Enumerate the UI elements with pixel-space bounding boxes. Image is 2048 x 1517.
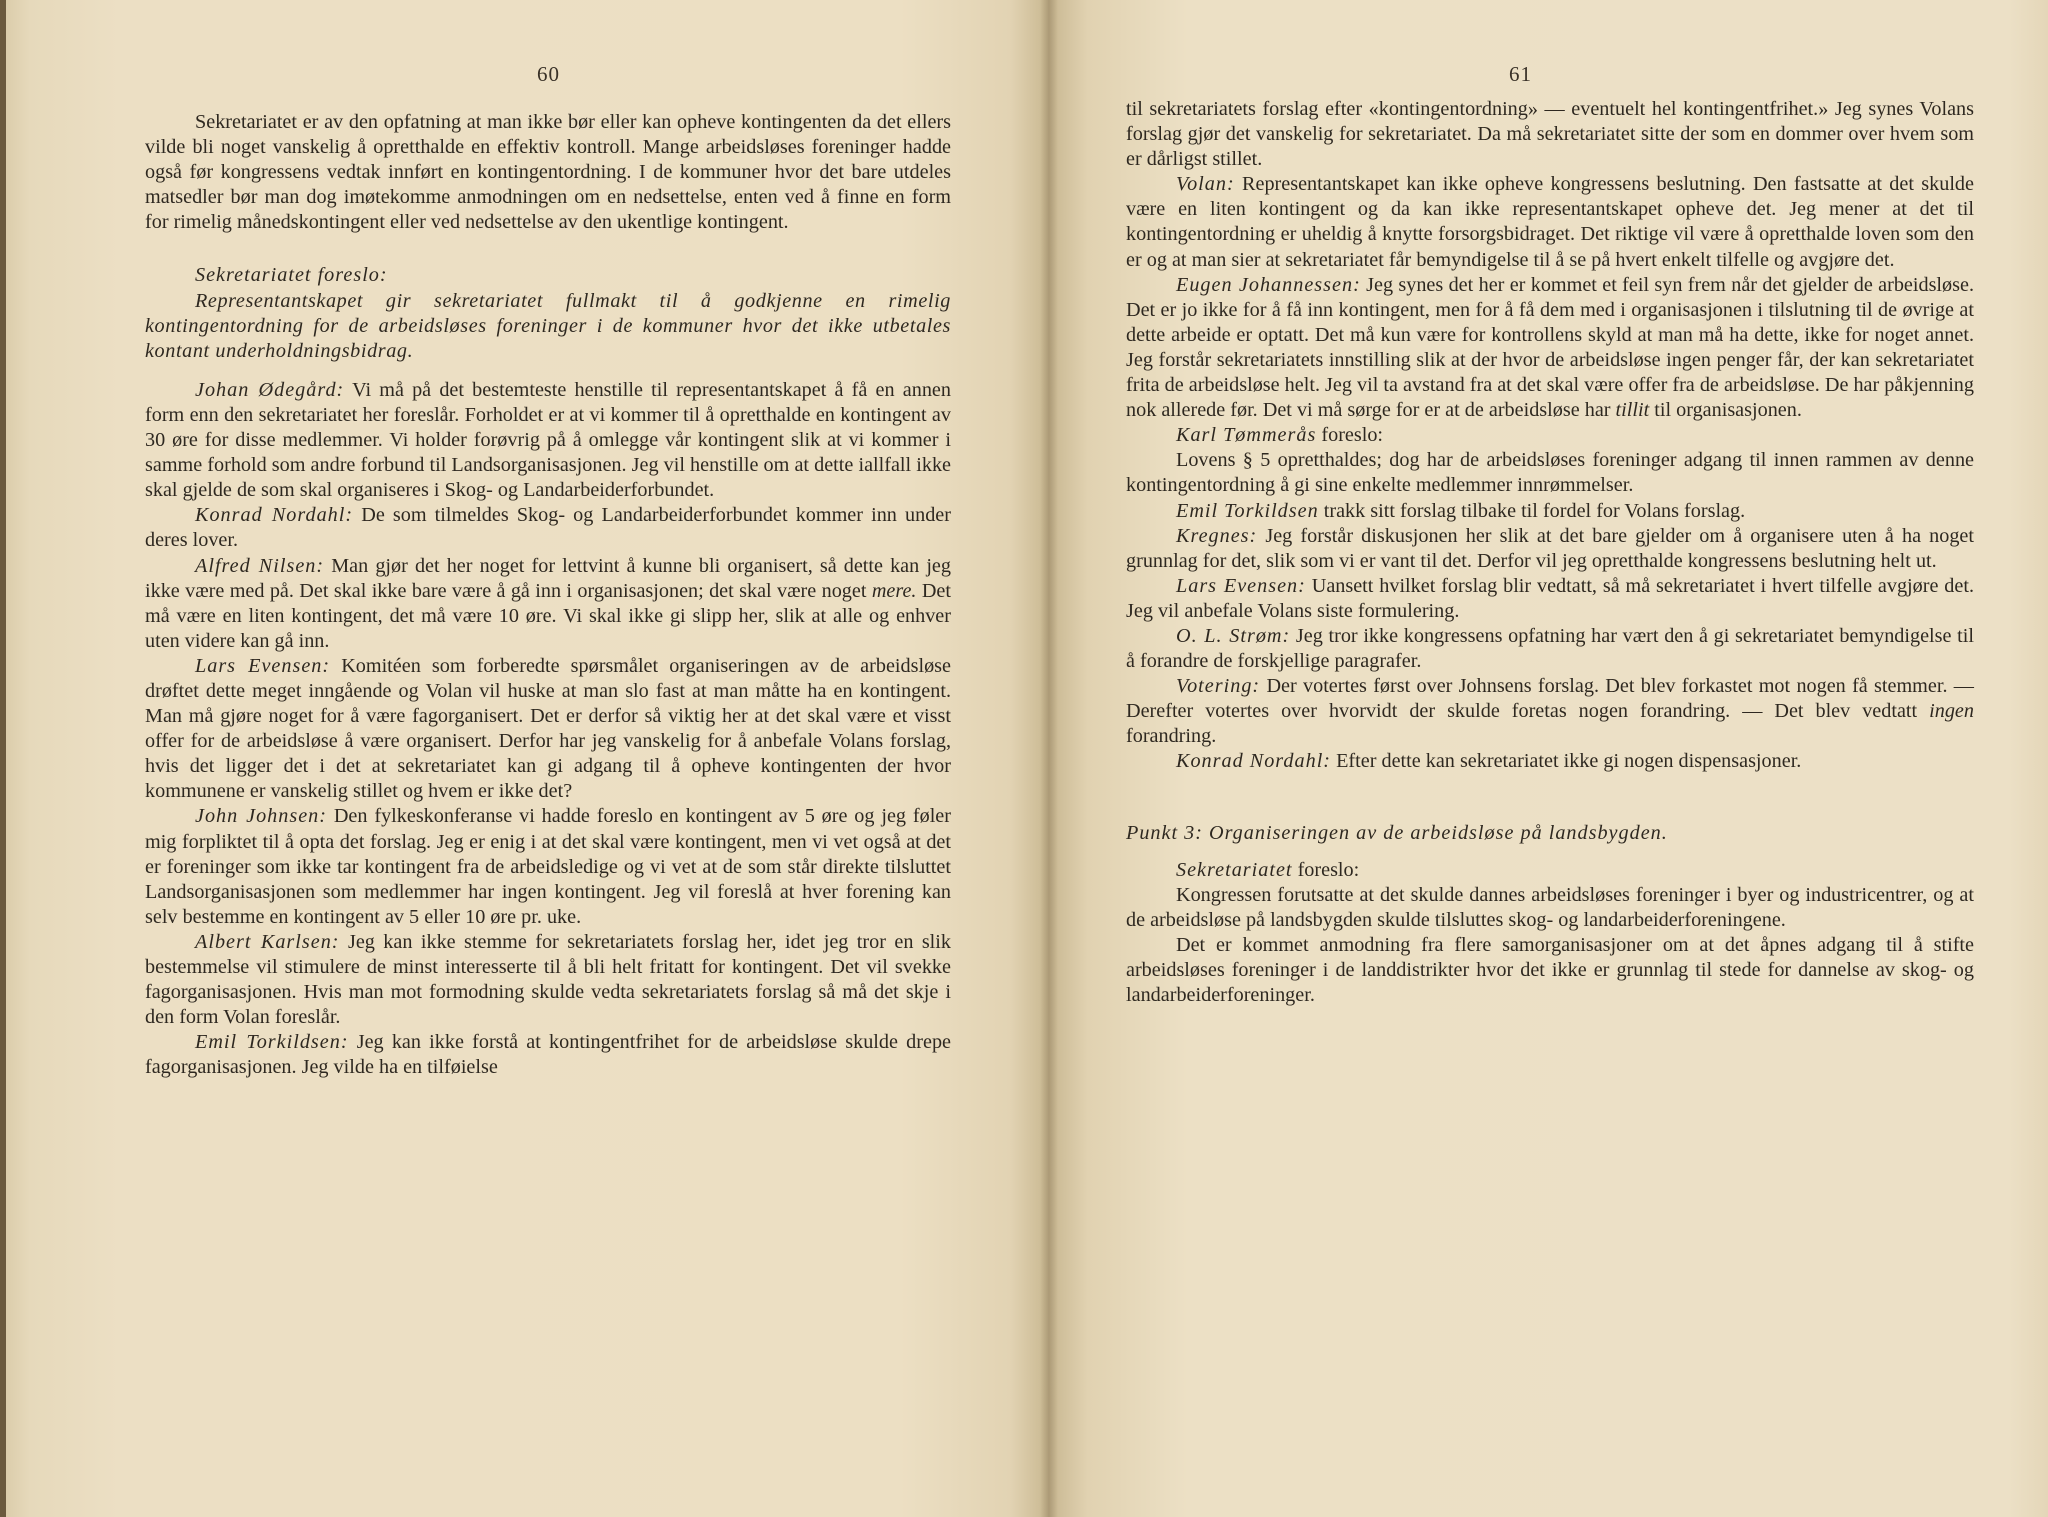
paragraph [1126, 499, 1974, 524]
book-edge [0, 0, 6, 1517]
book-gutter [1040, 0, 1058, 1517]
paragraph [145, 654, 951, 805]
paragraph: til sekretariatets forslag efter «kontingentordning» — eventuelt hel kontingentfrihet.» Jeg synes Volans forslag gjør det vanskelig for sekretariatet. Da må sekretariatet sitte der som en dommer over hvem som er dårligst stillet. [1126, 98, 1974, 171]
speech-text: Der votertes først over Johnsens forslag. Det blev forkastet mot nogen få stemmer. — Derefter votertes over hvorvidt der skulde foretas nogen forandring. — Det blev vedtatt [1126, 675, 1974, 723]
paragraph [1126, 172, 1974, 272]
speaker-name: Kregnes: [1176, 524, 1258, 547]
speaker-name: Karl Tømmerås [1176, 424, 1317, 447]
speech-text: Jeg tror ikke kongressens opfatning har vært den å gi sekretariatet bemyndigelse til å forandre de forskjellige paragrafer. [1126, 624, 1974, 673]
page-number-left: 60 [537, 62, 560, 86]
speaker-name: John Johnsen: [195, 805, 327, 828]
left-page-text [145, 110, 951, 1080]
speaker-name: Konrad Nordahl: [195, 504, 354, 527]
paragraph [1126, 574, 1974, 624]
emphasis: mere. [871, 579, 917, 602]
paragraph [1126, 624, 1974, 674]
paragraph [1126, 524, 1974, 574]
speaker-name: Sekretariatet foreslo: [195, 264, 388, 287]
speaker-name: Votering: [1176, 675, 1261, 698]
paragraph [1126, 423, 1974, 448]
speaker-name: O. L. Strøm: [1176, 624, 1291, 647]
speech-text: Efter dette kan sekretariatet ikke gi nogen dispensasjoner. [1331, 750, 1802, 773]
paragraph [1126, 273, 1974, 424]
speech-text: Uansett hvilket forslag blir vedtatt, så må sekretariatet i hvert tilfelle avgjøre det. Jeg vil anbefale Volans siste formulering. [1126, 574, 1974, 622]
paragraph: Det er kommet anmodning fra flere samorganisasjoner om at det åpnes adgang til å stifte arbeidsløses foreninger i de landdistrikter hvor det ikke er grunnlag til stede for dannelse av skog- og landarbeiderforeninger. [1126, 933, 1974, 1007]
speech-text: foreslo: [1292, 858, 1360, 881]
speaker-name: Konrad Nordahl: [1176, 750, 1332, 773]
paragraph [145, 263, 951, 288]
speech-text: Jeg forstår diskusjonen her slik at det bare gjelder om å organisere uten å ha noget grunnlag for det, slik som vi er vant til det. Derfor vil jeg opretthalde kongressens beslutning helt ut. [1126, 524, 1974, 572]
paragraph: Kongressen forutsatte at det skulde dannes arbeidsløses foreninger i byer og industricentrer, og at de arbeidsløse på landsbygden skulde tilsluttes skog- og landarbeiderforeningene. [1126, 883, 1974, 931]
speech-text: Jeg kan ikke forstå at kontingentfrihet for de arbeidsløse skulde drepe fagorganisasjonen. Jeg vilde ha en tilføielse [145, 1031, 951, 1079]
speech-text: Den fylkeskonferanse vi hadde foreslo en kontingent av 5 øre og jeg føler mig forpliktet til å opta det forslag. Jeg er enig i at det skal være kontingent, men vi vet også at det er foreninger som ikke tar kontingent fra de arbeidsledige og vi vet at de som står direkte tilsluttet Landsorganisasjonen som medlemmer har ingen kontingent. Jeg vil foreslå at hver forening kan selv bestemme en kontingent av 5 eller 10 øre pr. uke. [145, 805, 951, 928]
speech-text: Jeg synes det her er kommet et feil syn frem når det gjelder de arbeidsløse. Det er jo ikke for å få inn kontingent, men for å få dem med i organisasjonen i tilslutning til de øvrige at dette arbeide er optatt. Det må kun være for kontrollens skyld at man må ha dette, ikke for noget annet. Jeg forstår sekretariatets innstilling slik at der hvor de arbeidsløse ingen penger får, der kan sekretariatet frita de arbeidsløse helt. Jeg vil ta avstand fra at det skal være offer fra de arbeidsløse. De har påkjenning nok allerede før. Det vi må sørge for er at de arbeidsløse har [1126, 273, 1974, 422]
paragraph [1126, 858, 1974, 883]
speaker-name: Emil Torkildsen: [195, 1031, 349, 1054]
paragraph: Sekretariatet er av den opfatning at man ikke bør eller kan opheve kontingenten da det ellers vilde bli noget vanskelig å opretthalde en effektiv kontroll. Mange arbeidsløses foreninger hadde også før kongressens vedtak innført en kontingentordning. I de kommuner hvor det bare utdeles matsedler bør man dog imøtekomme anmodningen om en nedsettelse, enten ved å finne en form for rimelig månedskontingent eller ved nedsettelse av den ukentlige kontingent. [145, 111, 951, 234]
speaker-name: Emil Torkildsen [1176, 499, 1319, 522]
speech-text: Komitéen som forberedte spørsmålet organiseringen av de arbeidsløse drøftet dette meget inngående og Volan vil huske at man slo fast at man måtte ha en kontingent. Man må gjøre noget for å være fagorganisert. Det er derfor så viktig her at det skal være et visst offer for de arbeidsløse å være organisert. Derfor har jeg vanskelig for å anbefale Volans forslag, hvis det ligger det i det at sekretariatet kan gi adgang til å opheve kontingenten der hvor kommunene er vanskelig stillet og hvem er ikke det? [145, 654, 951, 803]
paragraph [145, 503, 951, 553]
paragraph: Lovens § 5 opretthaldes; dog har de arbeidsløses foreninger adgang til innen rammen av denne kontingentordning å gi sine enkelte medlemmer innrømmelser. [1126, 449, 1974, 497]
paragraph [145, 804, 951, 929]
speech-text: Representantskapet kan ikke opheve kongressens beslutning. Den fastsatte at det skulde være en liten kontingent og da kan ikke representantskapet opheve det. Jeg mener at det til kontingentordning er uheldig å knytte forsorgsbidraget. Det riktige vil være å opretthalde loven som den er og at man sier at sekretariatet får bemyndigelse til å se på hvert enkelt tilfelle og avgjøre det. [1126, 173, 1974, 271]
speaker-name: Alfred Nilsen: [195, 554, 325, 577]
speaker-name: Sekretariatet [1176, 858, 1293, 881]
speaker-name: Eugen Johannessen: [1176, 273, 1361, 296]
speaker-name: Lars Evensen: [1176, 574, 1306, 597]
speech-text: forandring. [1126, 725, 1217, 748]
paragraph [145, 554, 951, 654]
speaker-name: Albert Karlsen: [195, 930, 340, 953]
resolution-text: Representantskapet gir sekretariatet fullmakt til å godkjenne en rimelig kontingentordning for de arbeidsløses foreninger i de kommuner hvor det ikke utbetales kontant underholdningsbidrag. [145, 289, 951, 362]
speech-text: til organisasjonen. [1649, 399, 1802, 422]
paragraph [145, 378, 951, 503]
speech-text: Jeg kan ikke stemme for sekretariatets forslag her, idet jeg tror en slik bestemmelse vil stimulere de minst interesserte til å bli helt fritatt for kontingent. Det vil svekke fagorganisasjonen. Hvis man mot formodning skulde vedta sekretariatets forslag så må det skje i den form Volan foreslår. [145, 930, 951, 1029]
speaker-name: Lars Evensen: [195, 654, 331, 677]
speech-text: Man gjør det her noget for lettvint å kunne bli organisert, så dette kan jeg ikke være med på. Det skal ikke bare være å gå inn i organisasjonen; det skal være noget [145, 554, 951, 602]
emphasis: ingen [1929, 700, 1974, 723]
speech-text: trakk sitt forslag tilbake til fordel for Volans forslag. [1318, 499, 1746, 522]
speaker-name: Volan: [1176, 173, 1235, 196]
paragraph [145, 1030, 951, 1080]
speech-text: Det må være en liten kontingent, det må være 10 øre. Vi skal ikke gi slipp her, slik at alle og enhver uten videre kan gå inn. [145, 579, 951, 652]
section-heading: Punkt 3: Organiseringen av de arbeidsløse på landsbygden. [1126, 821, 1668, 844]
paragraph [1126, 674, 1974, 749]
speech-text: foreslo: [1316, 424, 1384, 447]
speaker-name: Johan Ødegård: [195, 378, 345, 401]
emphasis: tillit [1615, 399, 1650, 422]
speech-text: Vi må på det bestemteste henstille til representantskapet å få en annen form enn den sekretariatet her foreslår. Forholdet er at vi kommer til å opretthalde en kontingent av 30 øre for disse medlemmer. Vi holder forøvrig på å omlegge vår kontingent slik at vi kommer i samme forhold som andre forbund til Landsorganisasjonen. Jeg vil henstille om at dette iallfall ikke skal gjelde de som skal organiseres i Skog- og Landarbeiderforbundet. [145, 378, 951, 502]
paragraph [145, 930, 951, 1030]
speech-text: De som tilmeldes Skog- og Landarbeiderforbundet kommer inn under deres lover. [145, 504, 951, 552]
paragraph [1126, 749, 1974, 774]
right-page-text [1126, 97, 1974, 1008]
right-page [1048, 0, 2048, 1517]
page-number-right: 61 [1509, 62, 1532, 86]
